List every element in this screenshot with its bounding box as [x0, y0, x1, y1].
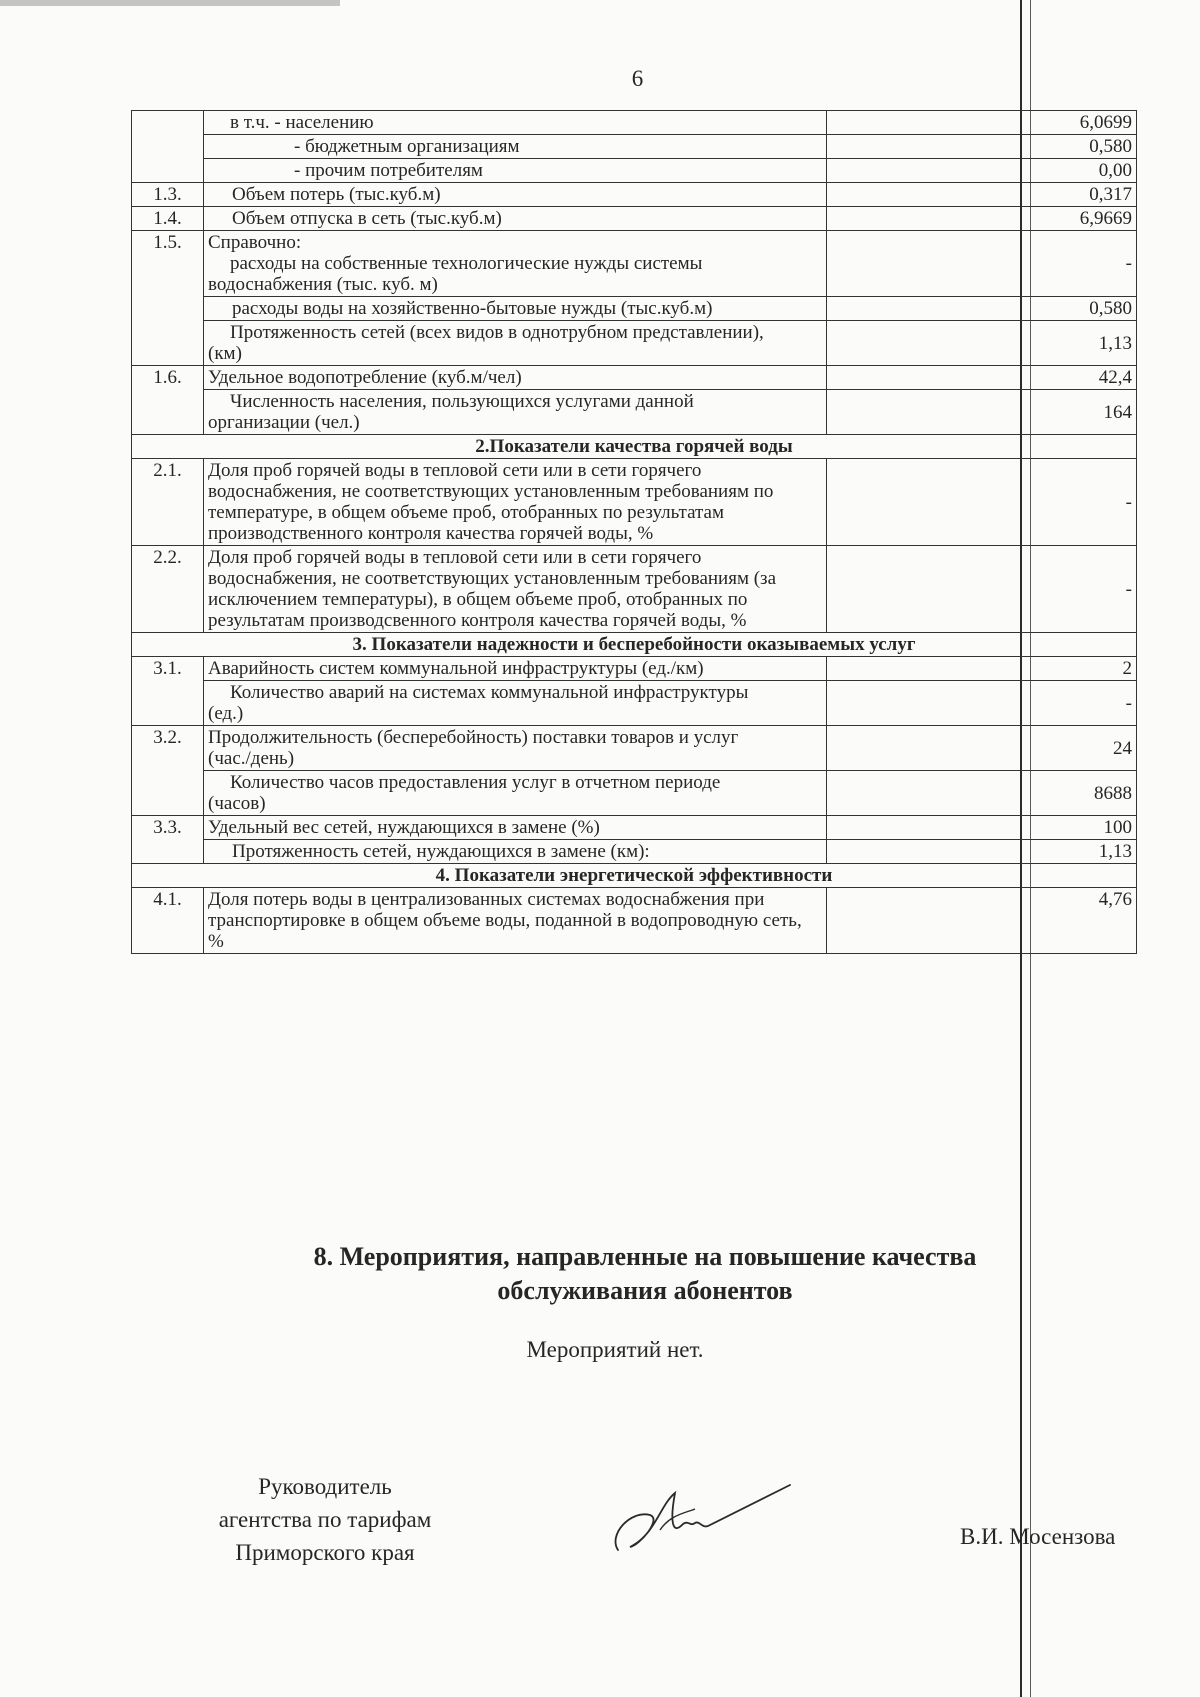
row-label-line: Протяженность сетей (всех видов в однотрубном представлении),: [230, 322, 764, 343]
row-label: Доля потерь воды в централизованных системах водоснабжения при транспортировке в общем объеме воды, поданной в водопроводную сеть, %: [204, 888, 827, 954]
table-row: [132, 159, 1137, 183]
signer-line: агентства по тарифам: [218, 1507, 432, 1532]
row-value: -: [827, 681, 1137, 726]
signer-line: Руководитель: [258, 1474, 392, 1499]
row-label-line: расходы на собственные технологические нужды системы: [230, 253, 703, 274]
row-number: 1.3.: [132, 183, 204, 207]
row-label: [204, 390, 827, 435]
row-value: -: [827, 231, 1137, 297]
row-label-line: (час./день): [208, 748, 295, 769]
table-row: [132, 657, 1137, 681]
heading-line: обслуживания абонентов: [497, 1276, 793, 1305]
table-row: [132, 888, 1137, 954]
table-row: [132, 771, 1137, 816]
table-row: [132, 321, 1137, 366]
row-value: 6,0699: [827, 111, 1137, 135]
row-label: Аварийность систем коммунальной инфраструктуры (ед./км): [204, 657, 827, 681]
row-number: 2.1.: [132, 459, 204, 546]
row-label-line: Справочно:: [208, 232, 302, 253]
row-number: 4.1.: [132, 888, 204, 954]
section-row: [132, 435, 1137, 459]
row-number: 3.3.: [132, 816, 204, 864]
row-number: 1.4.: [132, 207, 204, 231]
indicators-table: [131, 110, 1137, 954]
row-number: 3.2.: [132, 726, 204, 816]
section-heading: [230, 1240, 1060, 1308]
row-number: 2.2.: [132, 546, 204, 633]
row-value: 164: [827, 390, 1137, 435]
table-row: [132, 816, 1137, 840]
table-row: [132, 297, 1137, 321]
row-label-line: Продолжительность (бесперебойность) поставки товаров и услуг: [208, 727, 739, 748]
table-row: [132, 366, 1137, 390]
row-label-line: (ед.): [208, 703, 244, 724]
row-label: Протяженность сетей, нуждающихся в замене (км):: [204, 840, 827, 864]
heading-line: 8. Мероприятия, направленные на повышение качества: [313, 1242, 977, 1271]
table-row: [132, 390, 1137, 435]
row-label-line: водоснабжения (тыс. куб. м): [208, 274, 438, 295]
row-label: в т.ч. - населению: [204, 111, 827, 135]
row-label: Доля проб горячей воды в тепловой сети или в сети горячего водоснабжения, не соответствующих установленным требованиям по температуре, в общем объеме проб, отобранных по результатам производственного контроля качества горячей воды, %: [204, 459, 827, 546]
row-label-line: Количество аварий на системах коммунальной инфраструктуры: [230, 682, 749, 703]
row-value: 100: [827, 816, 1137, 840]
row-value: 8688: [827, 771, 1137, 816]
row-number: 1.5.: [132, 231, 204, 366]
row-label: [204, 726, 827, 771]
signer-line: Приморского края: [235, 1540, 415, 1565]
row-value: 0,00: [827, 159, 1137, 183]
table-row: [132, 183, 1137, 207]
signer-name: В.И. Мосензова: [960, 1524, 1116, 1549]
section-row: [132, 864, 1137, 888]
row-label: Удельный вес сетей, нуждающихся в замене (%): [204, 816, 827, 840]
row-label-line: Численность населения, пользующихся услугами данной: [230, 391, 694, 412]
row-value: -: [827, 546, 1137, 633]
row-value: 24: [827, 726, 1137, 771]
table-row: [132, 459, 1137, 546]
table-row: [132, 231, 1137, 297]
table-row: [132, 681, 1137, 726]
table-row: [132, 135, 1137, 159]
row-value: 6,9669: [827, 207, 1137, 231]
table-row: [132, 726, 1137, 771]
page-number: 6: [631, 66, 644, 91]
table-row: [132, 840, 1137, 864]
row-label: расходы воды на хозяйственно-бытовые нужды (тыс.куб.м): [204, 297, 827, 321]
row-label-line: (часов): [208, 793, 266, 814]
scan-edge-artifact: [0, 0, 340, 6]
row-value: 0,580: [827, 297, 1137, 321]
row-label-line: Количество часов предоставления услуг в отчетном периоде: [230, 772, 721, 793]
row-value: 1,13: [827, 321, 1137, 366]
row-label: - прочим потребителям: [204, 159, 827, 183]
row-value: 1,13: [827, 840, 1137, 864]
row-value: -: [827, 459, 1137, 546]
signature: [600, 1475, 800, 1565]
row-label: [204, 771, 827, 816]
section-title: 3. Показатели надежности и бесперебойности оказываемых услуг: [132, 633, 1137, 657]
table-row: [132, 111, 1137, 135]
row-label: [204, 681, 827, 726]
section-title: 2.Показатели качества горячей воды: [132, 435, 1137, 459]
row-label: Объем отпуска в сеть (тыс.куб.м): [204, 207, 827, 231]
row-label-line: организации (чел.): [208, 412, 360, 433]
row-number: 1.6.: [132, 366, 204, 435]
row-number: 3.1.: [132, 657, 204, 726]
section-row: [132, 633, 1137, 657]
section-title: 4. Показатели энергетической эффективности: [132, 864, 1137, 888]
signer-title: [175, 1470, 475, 1569]
row-value: 2: [827, 657, 1137, 681]
row-label: [204, 231, 827, 297]
row-label: Доля проб горячей воды в тепловой сети или в сети горячего водоснабжения, не соответствующих установленным требованиям (за исключением температуры), в общем объеме проб, отобранных по результатам производсвенного контроля качества горячей воды, %: [204, 546, 827, 633]
row-label: Объем потерь (тыс.куб.м): [204, 183, 827, 207]
row-label: [204, 321, 827, 366]
table-row: [132, 207, 1137, 231]
row-label: - бюджетным организациям: [204, 135, 827, 159]
row-label: Удельное водопотребление (куб.м/чел): [204, 366, 827, 390]
row-number: [132, 111, 204, 183]
row-label-line: (км): [208, 343, 242, 364]
row-value: 42,4: [827, 366, 1137, 390]
row-value: 4,76: [827, 888, 1137, 954]
row-value: 0,580: [827, 135, 1137, 159]
table-row: [132, 546, 1137, 633]
row-value: 0,317: [827, 183, 1137, 207]
no-measures-text: Мероприятий нет.: [526, 1337, 704, 1362]
